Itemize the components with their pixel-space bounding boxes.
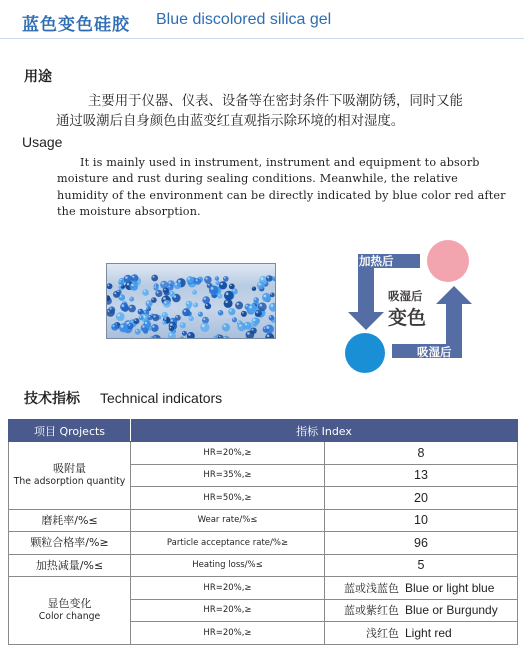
adsorption-cond: HR=50%,≥ xyxy=(131,487,325,510)
wear-name: 磨耗率/%≤ xyxy=(9,509,131,532)
label-wet-line1: 吸湿后 xyxy=(388,289,423,303)
particle-name: 颗粒合格率/%≥ xyxy=(9,532,131,555)
usage-text-en xyxy=(57,155,517,220)
color-value-en: Light red xyxy=(405,625,452,640)
usage-text-en-line: It is mainly used in instrument, instrument and equipment to absorb xyxy=(80,156,480,169)
color-value xyxy=(325,622,518,645)
color-value-cn: 蓝或浅蓝色 xyxy=(344,581,399,595)
color-value-cn: 浅红色 xyxy=(366,626,399,640)
table-header-row xyxy=(9,420,518,442)
adsorption-cond: HR=20%,≥ xyxy=(131,442,325,465)
color-cond: HR=20%,≥ xyxy=(131,622,325,645)
color-change-name-cn: 显色变化 xyxy=(47,597,92,611)
tech-heading-cn: 技术指标 xyxy=(24,391,80,407)
header-divider xyxy=(0,38,524,39)
silica-gel-photo xyxy=(106,263,276,339)
particle-value: 96 xyxy=(325,532,518,555)
table-row xyxy=(9,554,518,577)
color-cond: HR=20%,≥ xyxy=(131,577,325,600)
color-value-en: Blue or Burgundy xyxy=(405,603,498,618)
adsorption-name-cn: 吸附量 xyxy=(53,462,86,476)
wear-cond: Wear rate/%≤ xyxy=(131,509,325,532)
adsorption-value: 8 xyxy=(325,442,518,465)
header-project: 项目 Qrojects xyxy=(9,420,131,442)
heating-value: 5 xyxy=(325,554,518,577)
usage-text-en-line: moisture and rust during sealing conditions. Meanwhile, the relative xyxy=(57,172,458,186)
color-change-name xyxy=(9,577,131,645)
page-title-en: Blue discolored silica gel xyxy=(156,11,332,28)
adsorption-value: 20 xyxy=(325,487,518,510)
adsorption-value: 13 xyxy=(325,464,518,487)
color-value-en: Blue or light blue xyxy=(405,580,495,595)
usage-text-cn-line: 通过吸潮后自身颜色由蓝变红直观指示除环境的相对湿度。 xyxy=(56,114,405,129)
label-wet-line2: 变色 xyxy=(388,307,427,329)
table-row xyxy=(9,532,518,555)
tech-heading-en: Technical indicators xyxy=(100,390,223,406)
usage-heading-en: Usage xyxy=(22,134,63,150)
usage-text-en-line: humidity of the environment can be directly indicated by blue color red after xyxy=(57,188,506,202)
silica-gel-beads-image xyxy=(107,264,275,338)
adsorption-name xyxy=(9,442,131,510)
blue-bead-icon xyxy=(345,333,385,373)
adsorption-cond: HR=35%,≥ xyxy=(131,464,325,487)
color-change-name-en: Color change xyxy=(38,611,101,623)
particle-cond: Particle acceptance rate/%≥ xyxy=(131,532,325,555)
usage-text-en-line: the moisture absorption. xyxy=(57,204,201,218)
usage-heading-cn: 用途 xyxy=(24,69,52,85)
heating-name: 加热减量/%≤ xyxy=(9,554,131,577)
label-heat: 加热后 xyxy=(359,254,394,268)
color-value-cn: 蓝或紫红色 xyxy=(344,604,399,618)
color-cond: HR=20%,≥ xyxy=(131,599,325,622)
table-row xyxy=(9,442,518,465)
wear-value: 10 xyxy=(325,509,518,532)
label-wet-bottom: 吸湿后 xyxy=(417,345,452,359)
usage-text-cn xyxy=(56,92,516,132)
color-value xyxy=(325,599,518,622)
color-change-diagram xyxy=(340,238,516,373)
page-title-cn: 蓝色变色硅胶 xyxy=(22,15,130,35)
table-row xyxy=(9,509,518,532)
adsorption-name-en: The adsorption quantity xyxy=(13,476,126,488)
pink-bead-icon xyxy=(427,240,469,282)
technical-indicators-table xyxy=(8,419,518,645)
header-index: 指标 Index xyxy=(131,420,518,442)
usage-text-cn-line: 主要用于仪器、仪表、设备等在密封条件下吸潮防锈，同时又能 xyxy=(88,94,463,109)
table-row xyxy=(9,577,518,600)
heating-cond: Heating loss/%≤ xyxy=(131,554,325,577)
color-value xyxy=(325,577,518,600)
